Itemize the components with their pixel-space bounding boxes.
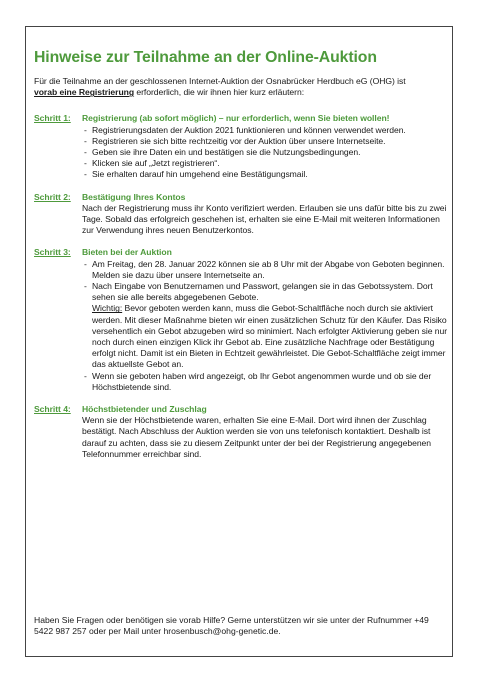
- intro-text-after: erforderlich, die wir ihnen hier kurz erläutern:: [134, 87, 305, 98]
- step-3-label: Schritt 3:: [34, 247, 71, 258]
- step-3-title: Bieten bei der Auktion: [82, 247, 172, 258]
- list-item: - Geben sie ihre Daten ein und bestätigen sie die Nutzungsbedingungen.: [82, 147, 448, 158]
- list-item: - Registrierungsdaten der Auktion 2021 funktionieren und können verwendet werden.: [82, 125, 448, 136]
- important-note: [82, 303, 448, 370]
- step-3-list: [82, 259, 448, 304]
- list-item: - Wenn sie geboten haben wird angezeigt, ob Ihr Gebot angenommen wurde und ob sie der Höchstbietende sind.: [82, 371, 448, 393]
- step-2-body: Nach der Registrierung muss ihr Konto verifiziert werden. Erlauben sie uns dafür bitte bis zu zwei Tage. Sobald das erfolgreich geschehen ist, erhalten sie eine E-Mail mit weiteren Informationen zur Verwendung ihres neuen Benutzerkontos.: [82, 202, 447, 236]
- document-body: [34, 48, 448, 471]
- list-item: - Sie erhalten darauf hin umgehend eine Bestätigungsmail.: [82, 169, 448, 180]
- list-item: - Nach Eingabe von Benutzernamen und Passwort, gelangen sie in das Gebotssystem. Dort sehen sie alle bereits abgegebenen Gebote.: [82, 281, 448, 303]
- list-item: - Am Freitag, den 28. Januar 2022 können sie ab 8 Uhr mit der Abgabe von Geboten beginnen. Melden sie dazu über unsere Internetseite an.: [82, 259, 448, 281]
- step-4: [34, 404, 448, 460]
- step-4-body: Wenn sie der Höchstbietende waren, erhalten Sie eine E-Mail. Dort wird ihnen der Zuschlag bestätigt. Nach Abschluss der Auktion werden sie von uns telefonisch kontaktiert. Deshalb ist darauf zu achten, dass sie zu diesem Zeitpunkt unter der bei der Registrierung angegebenen Telefonnummer erreichbar sind.: [82, 415, 432, 459]
- important-text: Bevor geboten werden kann, muss die Gebot-Schaltfläche noch durch sie aktiviert werden. Mit dieser Maßnahme bieten wir einen zusätzlichen Schutz für den Käufer. Das Risiko versehentlich ein Gebot abzugeben wird so minimiert. Nach erfolgter Aktivierung geben sie nur noch durch einen einzigen Klick ihr Gebot ab. Eine zusätzliche Nachfrage oder Bestätigung erfolgt nicht. Damit ist ein Bieten in Echtzeit gewährleistet. Die Gebot-Schaltfläche zeigt immer das aktuellste Gebot an.: [92, 303, 448, 370]
- list-item: - Registrieren sie sich bitte rechtzeitig vor der Auktion über unsere Internetseite.: [82, 136, 448, 147]
- step-4-label: Schritt 4:: [34, 404, 71, 415]
- step-1: [34, 113, 448, 180]
- step-4-title: Höchstbietender und Zuschlag: [82, 404, 207, 415]
- list-item: - Klicken sie auf „Jetzt registrieren“.: [82, 158, 448, 169]
- step-2: [34, 192, 448, 237]
- step-1-label: Schritt 1:: [34, 113, 71, 124]
- intro-bold: vorab eine Registrierung: [34, 87, 135, 98]
- contact-footer: Haben Sie Fragen oder benötigen sie vorab Hilfe? Gerne unterstützen wir sie unter der Rufnummer +49 5422 987 257 oder per Mail unter hrosenbusch@ohg-genetic.de.: [34, 615, 429, 637]
- step-2-title: Bestätigung Ihres Kontos: [82, 191, 186, 202]
- important-label: Wichtig:: [92, 303, 123, 314]
- step-1-title: Registrierung (ab sofort möglich) – nur erforderlich, wenn Sie bieten wollen!: [82, 113, 390, 124]
- page-title: Hinweise zur Teilnahme an der Online-Auktion: [34, 49, 377, 66]
- intro-paragraph: [34, 76, 448, 98]
- step-2-label: Schritt 2:: [34, 191, 71, 202]
- step-3: [34, 247, 448, 393]
- step-1-list: [82, 125, 448, 181]
- intro-text: Für die Teilnahme an der geschlossenen Internet-Auktion der Osnabrücker Herdbuch eG (OHG) ist: [34, 76, 406, 86]
